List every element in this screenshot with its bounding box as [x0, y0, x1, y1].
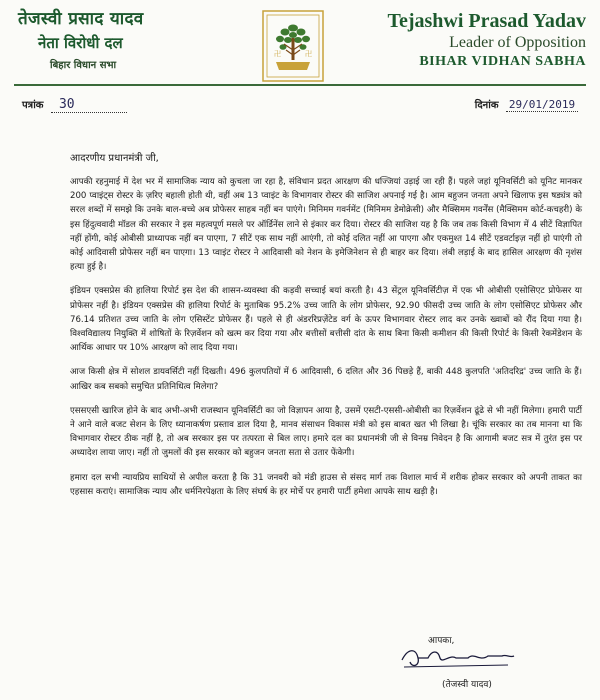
header-divider: [14, 84, 586, 86]
date-label: दिनांक: [474, 100, 499, 111]
paragraph: एससएसी खारिज होने के बाद अभी-अभी राजस्थान यूनिवर्सिटी का जो विज्ञापन आया है, उसमें एसटी-एससी-ओबीसी का रिज़र्वेशन ढूंढे से भी नहीं मिलेगा। हमारी पार्टी ने आने वाले बजट सेशन के लिए ध्यानाकर्षण प्रस्ताव डाल दिया है, मानव संसाधन विकास मंत्री को इस बाबत खत भी लिखा है। चूंकि सरकार का तब मानना था कि विभागवार रोस्टर ठीक नहीं है, तो अब सरकार इस पर तत्परता से बिल लाए। हमारे दल का प्रधानमंत्री जी से विनम्र निवेदन है कि आगामी बजट सत्र में तुरंत इस पर अध्यादेश लाया जाए। नहीं तो जुमलों की इस सरकार को बहुजन जनता सता से उतार फेंकेगी।: [70, 405, 582, 459]
ref-label: पत्रांक: [22, 100, 44, 111]
signer-name: (तेजस्वी यादव): [442, 680, 492, 690]
name-english: Tejashwi Prasad Yadav: [387, 10, 586, 32]
house-hindi: बिहार विधान सभा: [50, 60, 117, 71]
svg-text:卍: 卍: [274, 50, 281, 58]
header-hindi-block: [18, 6, 144, 71]
svg-text:卍: 卍: [305, 50, 312, 58]
salutation: आदरणीय प्रधानमंत्री जी,: [70, 153, 159, 164]
letter-date: [475, 97, 578, 112]
tree-emblem-icon: [262, 10, 324, 82]
reference-number: [22, 97, 127, 113]
header-english-block: [387, 10, 586, 70]
paragraph: इंडियन एक्सप्रेस की हालिया रिपोर्ट इस देश की शासन-व्यवस्था की कड़वी सच्चाई बयां करती है। 43 सेंट्रल यूनिवर्सिटीज़ में एक भी ओबीसी एसोसिएट प्रोफेसर या प्रोफेसर नहीं है। इंडियन एक्सप्रेस की हालिया रिपोर्ट के मुताबिक 95.2% उच्च जाति के लोग प्रोफेसर, 92.90 फीसदी उच्च जाति के लोग एसोसिएट प्रोफेसर और 76.14 प्रतिशत उच्च जाति के लोग एसिस्टेंट प्रोफेसर हैं। पहले से ही अंडररिप्रज़ेंटेड वर्ग के ऊपर विभागवार रोस्टर लाद कर उनके ख्वाबों को रौंद दिया गया है। विश्वविद्यालय नियुक्ति में शोषितों के रिज़र्वेशन को खत्म कर दिया गया और बत्तीसों बत्तीसी दांत के साथ बिना किसी कमीशन की किसी रिपोर्ट के किसी रेकमेंडेशन के आर्थिक आधार पर 10% आरक्षण को लाद दिया गया।: [70, 286, 582, 354]
title-hindi: नेता विरोधी दल: [38, 34, 123, 52]
closing: आपका,: [428, 636, 455, 646]
paragraph: आज किसी क्षेत्र में सोशल डायवर्सिटी नहीं दिखती। 496 कुलपतियों में 6 आदिवासी, 6 दलित और 36 पिछड़े हैं, बाकी 448 कुलपति 'अतिदरिद्र' उच्च जाति के हैं। आखिर कब सबको समुचित प्रतिनिधित्व मिलेगा?: [70, 367, 582, 392]
name-hindi: तेजस्वी प्रसाद यादव: [18, 9, 144, 29]
paragraph: आपकी रहनुमाई में देश भर में सामाजिक न्याय को कुचला जा रहा है, संविधान प्रदत आरक्षण की धज्जियां उड़ाई जा रही हैं। पहले जहां यूनिवर्सिटी को यूनिट मानकर 200 प्वाइंट्स रोस्टर के ज़रिए बहाली होती थी, वहीं अब 13 प्वाइंट के विभागवार रोस्टर की साजिश अपनाई गई है। आम बहुजन जनता अपने खिलाफ इस षड्यंत्र को सरल शब्दों में समझे कि उनके बाल-बच्चे अब प्रोफेसर साहब नहीं बन पाएंगे। मिनिमम गवर्नमेंट (मिनिमम डेमोक्रेसी) और मैक्सिमम गवर्नेंस (मैक्सिमम कोर्ट-कचहरी) के इस हिंदुत्ववादी मॉडल की सरकार ने इस महत्वपूर्ण मसले पर ऑर्डिनेंस लाने से इंकार कर दिया। रोस्टर की साजिश यह है कि जब तक किसी विभाग में 4 सीटें विज्ञापित नहीं होंगी, कोई ओबीसी प्राध्यापक नहीं बन पाएगा, 7 सीटें एक साथ नहीं आएंगी, तो कोई दलित नहीं आ पाएगा और एकमुश्त 14 सीटें एडवर्टाइज़ नहीं हो पाएंगी तो कोई आदिवासी प्रोफेसर नहीं बन पाएगा। 13 प्वाइंट रोस्टर ने आदिवासी को नेशन के इमेजिनेशन से ही बाहर कर दिया। लंबी लड़ाई के बाद हासिल आरक्षण की नृशंस हत्या हुई है।: [70, 177, 582, 273]
signature-icon: [398, 640, 518, 674]
paragraph: हमारा दल सभी न्यायप्रिय साथियों से अपील करता है कि 31 जनवरी को मंडी हाउस से संसद मार्ग तक विशाल मार्च में शरीक होकर सरकार को अपनी ताकत का एहसास कराएं। सामाजिक न्याय और धर्मनिरपेक्षता के लिए संघर्ष के हर मोर्चे पर हमारी पार्टी हमेशा आपके साथ खड़ी है।: [70, 472, 582, 497]
letter-body: [70, 175, 582, 509]
date-value: 29/01/2019: [506, 98, 578, 112]
ref-value: 30: [51, 97, 127, 113]
house-english: BIHAR VIDHAN SABHA: [419, 54, 586, 69]
title-english: Leader of Opposition: [449, 34, 586, 51]
